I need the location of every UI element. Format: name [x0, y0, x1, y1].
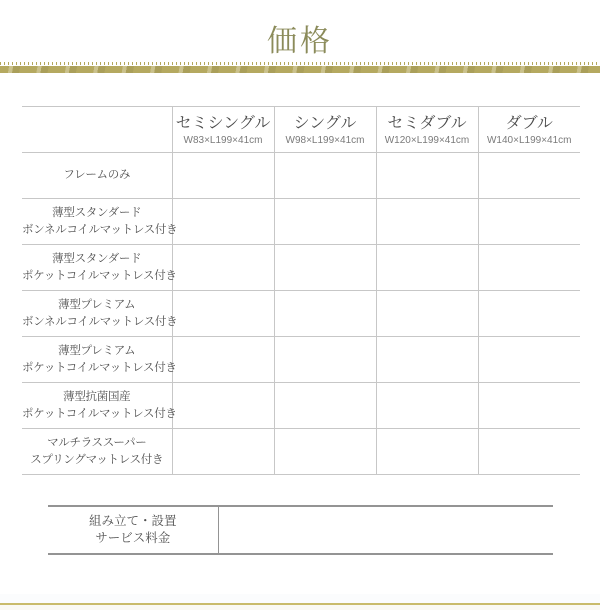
row-label: 薄型スタンダード ポケットコイルマットレス付き: [22, 245, 172, 291]
price-cell: [172, 199, 274, 245]
price-cell: [478, 291, 580, 337]
column-header-single: [274, 107, 376, 153]
price-cell: [172, 383, 274, 429]
price-cell: [478, 153, 580, 199]
table-row-antibacterial-pocket: [22, 383, 580, 429]
price-cell: [274, 199, 376, 245]
table-row-multilas-spring: [22, 429, 580, 475]
price-cell: [478, 383, 580, 429]
column-header-double: [478, 107, 580, 153]
price-cell: [172, 153, 274, 199]
footer-under-strip: [0, 605, 600, 610]
price-table: [22, 106, 580, 475]
service-fee-label: 組み立て・設置 サービス料金: [48, 506, 218, 554]
price-cell: [172, 337, 274, 383]
column-size: W83×L199×41cm: [183, 134, 263, 146]
table-row-standard-bonnell: [22, 199, 580, 245]
column-size: W120×L199×41cm: [384, 134, 470, 146]
row-label: 薄型スタンダード ボンネルコイルマットレス付き: [22, 199, 172, 245]
price-cell: [274, 153, 376, 199]
table-row-frame-only: [22, 153, 580, 199]
price-cell: [172, 291, 274, 337]
column-size: W98×L199×41cm: [285, 134, 365, 146]
service-fee-value-cell: [218, 506, 553, 554]
column-header-semi-single: [172, 107, 274, 153]
price-cell: [376, 383, 478, 429]
row-label: 薄型プレミアム ポケットコイルマットレス付き: [22, 337, 172, 383]
gold-band-decoration: [0, 66, 600, 73]
row-label: マルチラススーパー スプリングマットレス付き: [22, 429, 172, 475]
price-cell: [478, 429, 580, 475]
price-cell: [478, 199, 580, 245]
table-row-standard-pocket: [22, 245, 580, 291]
price-cell: [274, 291, 376, 337]
column-size: W140×L199×41cm: [486, 134, 572, 146]
dotted-rule-decoration: [0, 62, 600, 65]
header-row: [22, 107, 580, 153]
price-cell: [376, 245, 478, 291]
corner-cell: [22, 107, 172, 153]
service-fee-row: [48, 506, 553, 554]
price-cell: [172, 429, 274, 475]
column-name: セミシングル: [175, 114, 271, 132]
row-label: フレームのみ: [22, 153, 172, 199]
price-cell: [274, 429, 376, 475]
price-cell: [478, 245, 580, 291]
page-title: 価格: [267, 25, 333, 58]
row-label: 薄型抗菌国産 ポケットコイルマットレス付き: [22, 383, 172, 429]
price-cell: [274, 245, 376, 291]
price-cell: [376, 429, 478, 475]
price-cell: [376, 291, 478, 337]
column-name: シングル: [293, 114, 357, 132]
price-cell: [376, 153, 478, 199]
price-cell: [376, 199, 478, 245]
table-row-premium-bonnell: [22, 291, 580, 337]
price-cell: [172, 245, 274, 291]
price-cell: [274, 383, 376, 429]
price-cell: [376, 337, 478, 383]
row-label: 薄型プレミアム ボンネルコイルマットレス付き: [22, 291, 172, 337]
table-row-premium-pocket: [22, 337, 580, 383]
column-name: セミダブル: [387, 114, 467, 132]
price-cell: [478, 337, 580, 383]
service-fee-table: [48, 505, 553, 555]
column-name: ダブル: [505, 114, 553, 132]
price-cell: [274, 337, 376, 383]
column-header-semi-double: [376, 107, 478, 153]
